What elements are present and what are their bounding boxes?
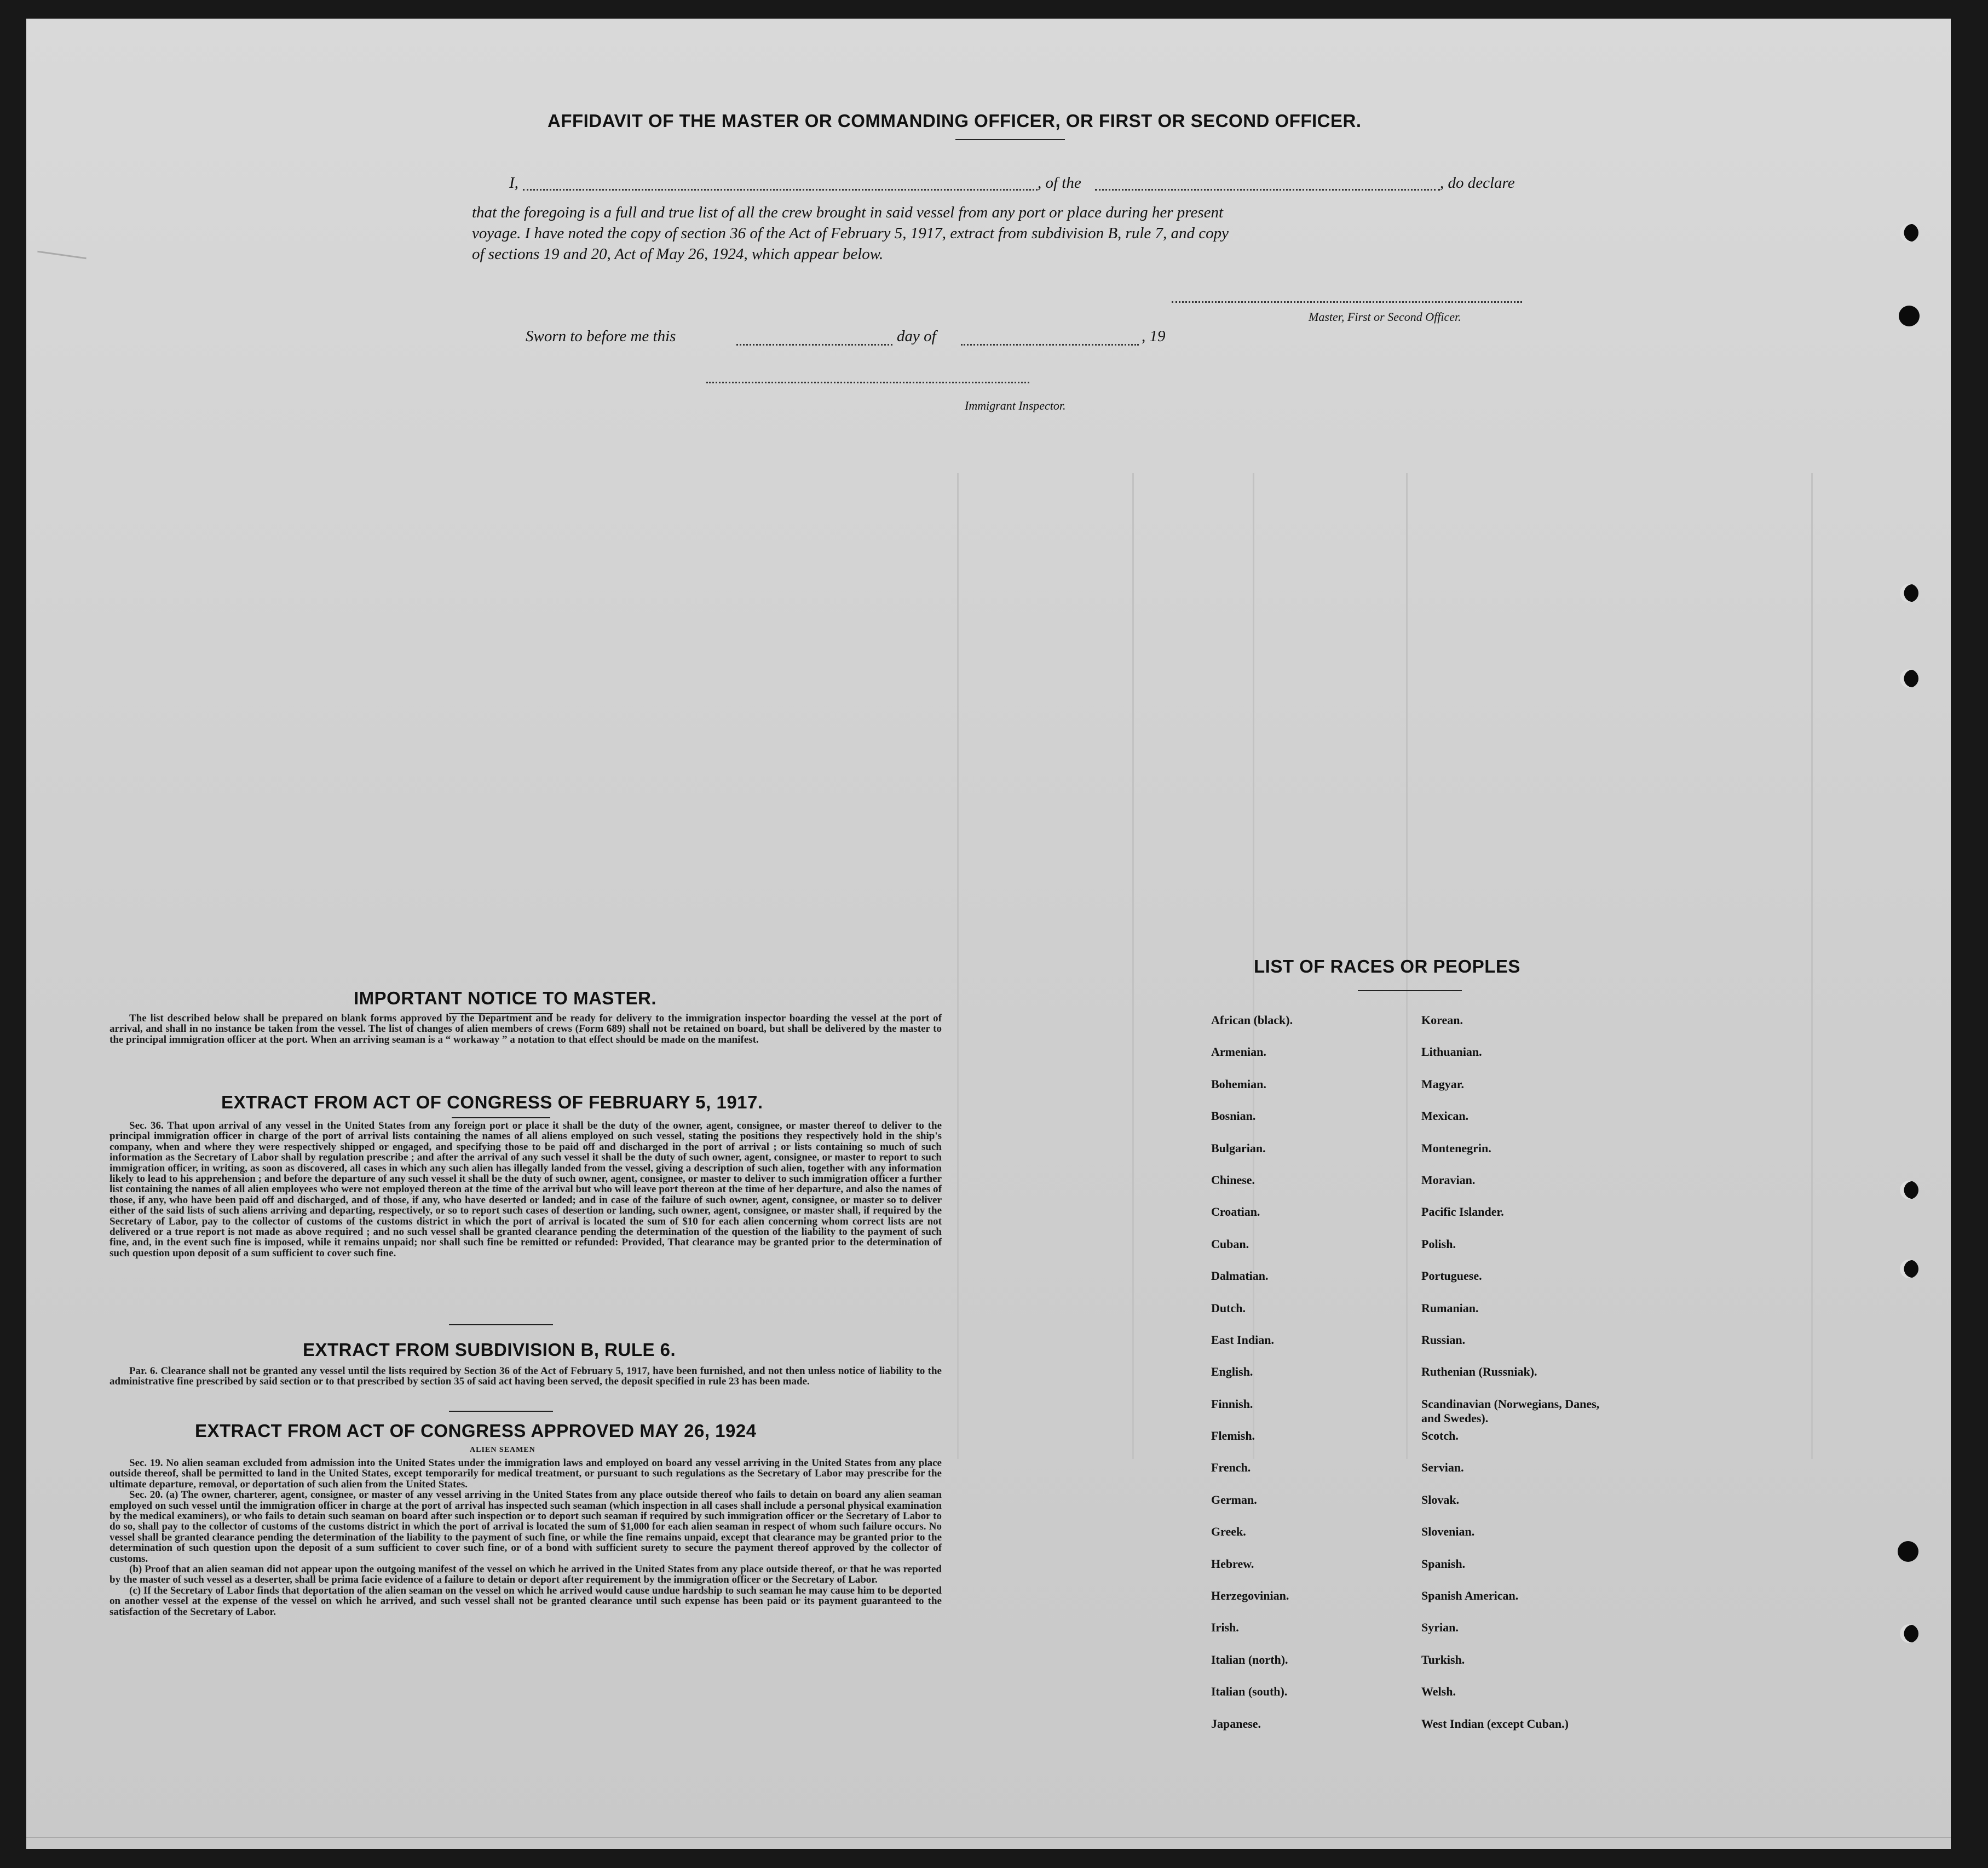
race-item: Lithuanian. xyxy=(1421,1045,1482,1059)
race-item: Spanish American. xyxy=(1421,1589,1519,1603)
race-item: Slovak. xyxy=(1421,1492,1460,1507)
race-item: West Indian (except Cuban.) xyxy=(1421,1716,1569,1731)
inspector-signature-line xyxy=(706,382,1029,383)
race-item: Irish. xyxy=(1211,1620,1239,1635)
race-item: Dutch. xyxy=(1211,1301,1246,1315)
extract-rule6-title: EXTRACT FROM SUBDIVISION B, RULE 6. xyxy=(303,1340,676,1360)
race-item: Mexican. xyxy=(1421,1109,1469,1123)
sworn-day-blank xyxy=(736,344,892,346)
punch-hole xyxy=(1900,1181,1918,1199)
punch-hole xyxy=(1899,306,1920,326)
race-item: Ruthenian (Russniak). xyxy=(1421,1365,1537,1379)
race-item: Moravian. xyxy=(1421,1172,1476,1187)
sec-20c: (c) If the Secretary of Labor finds that deportation of the alien seaman on the vessel on which he arrived would cause undue hardship to such seaman he may cause him to be deported on another vessel at the expense of the vessel on which he arrived, and such vessel shall not be granted clearance until such expense has been paid or its payment guaranteed to the satisfaction of the Secretary of Labor. xyxy=(110,1584,942,1618)
affidavit-title: AFFIDAVIT OF THE MASTER OR COMMANDING OFFICER, OR FIRST OR SECOND OFFICER. xyxy=(548,111,1362,131)
race-item: Spanish. xyxy=(1421,1556,1466,1571)
punch-hole xyxy=(1900,669,1918,688)
races-rule xyxy=(1358,990,1462,991)
race-item: Armenian. xyxy=(1211,1045,1266,1059)
extract-1917-rule xyxy=(452,1117,550,1118)
race-item: Herzegovinian. xyxy=(1211,1589,1289,1603)
race-item: Croatian. xyxy=(1211,1205,1260,1219)
year-prefix: , 19 xyxy=(1142,327,1166,345)
affidavit-line-end: , do declare xyxy=(1440,174,1515,192)
punch-hole xyxy=(1898,1541,1918,1562)
race-item: Bulgarian. xyxy=(1211,1141,1266,1155)
page-fold xyxy=(37,251,87,259)
race-item: Greek. xyxy=(1211,1525,1246,1539)
race-item: Servian. xyxy=(1421,1461,1464,1475)
sec-19: Sec. 19. No alien seaman excluded from admission into the United States under the immigration laws and employed on board any vessel arriving in the United States from any place outside thereof, shall be permitted to land in the United States, except temporarily for medical treatment, or pursuant to such regulations as the Secretary of Labor may prescribe for the ultimate departure, removal, or deportation of such alien from the United States. xyxy=(110,1457,942,1490)
race-item: French. xyxy=(1211,1461,1251,1475)
punch-hole xyxy=(1900,584,1918,602)
sworn-month-blank xyxy=(961,344,1139,346)
race-item: Russian. xyxy=(1421,1332,1466,1347)
race-item: African (black). xyxy=(1211,1013,1293,1027)
race-item: Turkish. xyxy=(1421,1652,1465,1666)
punch-hole xyxy=(1900,223,1918,242)
sworn-text: Sworn to before me this xyxy=(526,327,676,345)
inspector-label: Immigrant Inspector. xyxy=(965,399,1066,412)
race-item: Scandinavian (Norwegians, Danes, and Swedes). xyxy=(1421,1396,1600,1425)
affidavit-line-start: I, xyxy=(509,174,518,192)
punch-hole xyxy=(1900,1624,1918,1643)
day-of-text: day of xyxy=(897,327,936,345)
title-rule xyxy=(955,139,1065,140)
race-item: Magyar. xyxy=(1421,1077,1465,1091)
races-title: LIST OF RACES OR PEOPLES xyxy=(1254,956,1520,976)
declaration-line-2: voyage. I have noted the copy of section 36 of the Act of February 5, 1917, extract from subdivision B, rule 7, and copy xyxy=(472,225,1229,242)
notice-body: The list described below shall be prepared on blank forms approved by the Department and be ready for delivery to the immigration inspector boarding the vessel at the port of arrival, and shall in no instance be taken from the vessel. The list of changes of alien members of crews (Form 689) shall not be retained on board, but shall be delivered by the master to the principal immigration officer at the port. When an arriving seaman is a “ workaway ” a notation to that effect should be made on the manifest. xyxy=(110,1013,942,1045)
bleed-through-line xyxy=(1811,473,1813,1459)
race-item: Welsh. xyxy=(1421,1685,1456,1699)
race-item: Montenegrin. xyxy=(1421,1141,1491,1155)
race-item: Rumanian. xyxy=(1421,1301,1479,1315)
races-right-column xyxy=(1421,1013,1607,1749)
page-edge xyxy=(26,1837,1951,1838)
extract-1917-body: Sec. 36. That upon arrival of any vessel in the United States from any foreign port or place it shall be the duty of the owner, agent, consignee, or master thereof to deliver to the principal immigration officer in charge of the port of arrival lists containing the names of all aliens employed on such vessel, stating the positions they respectively hold in the ship's company, when and where they were respectively shipped or engaged, and specifying those to be paid off and discharged in the port of arrival ; or lists containing so much of such information as the Secretary of Labor shall by regulation prescribe ; and after the arrival of any such vessel it shall be the duty of such owner, agent, consignee, or master to report to such immigration officer, in writing, as soon as discovered, all cases in which any such alien has illegally landed from the vessel, giving a description of such alien, together with any information likely to lead to his apprehension ; and before the departure of any such vessel it shall be the duty of such owner, agent, consignee, or master to deliver to such immigration officer a further list containing the names of all alien employees who were not employed thereon at the time of the arrival but who will leave port thereon at the time of her departure, and also the names of those, if any, who have been paid off and discharged, and of those, if any, who have deserted or landed; and in case of the failure of such owner, agent, consignee, or master so to deliver either of the said lists of such aliens arriving and departing, respectively, or so to report such cases of desertion or landing, such owner, agent, consignee, or master shall, if required by the Secretary of Labor, pay to the collector of customs of the customs district in which the port of arrival is located the sum of $10 for each alien concerning whom correct lists are not delivered or a true report is not made as above required ; and no such vessel shall be granted clearance pending the determination of the question of the liability to the payment of such fine, and, in the event such fine is imposed, while it remains unpaid; nor shall such fine be remitted or refunded: Provided, That clearance may be granted prior to the determination of such question upon deposit of a sum sufficient to cover such fine. xyxy=(110,1120,942,1259)
rule6-top-rule xyxy=(449,1324,553,1325)
race-item: English. xyxy=(1211,1365,1253,1379)
punch-hole xyxy=(1900,1260,1918,1278)
notice-title: IMPORTANT NOTICE TO MASTER. xyxy=(354,988,657,1008)
vessel-blank xyxy=(1095,189,1440,191)
master-label: Master, First or Second Officer. xyxy=(1309,310,1461,324)
race-item: Finnish. xyxy=(1211,1396,1253,1411)
race-item: Flemish. xyxy=(1211,1429,1255,1443)
race-item: Hebrew. xyxy=(1211,1556,1254,1571)
bleed-through-line xyxy=(957,473,959,1459)
sec-20a: Sec. 20. (a) The owner, charterer, agent, consignee, or master of any vessel arriving in the United States from any place outside thereof who fails to detain on board any alien seaman employed on such vessel until the immigration officer in charge at the port of arrival has inspected such seaman (which inspection in all cases shall include a personal physical examination by the medical examiners), or who fails to detain such seaman on board after such inspection or to deport such seaman if required by such immigration officer or the Secretary of Labor to do so, shall pay to the collector of customs of the customs district in which the port of arrival is located the sum of $1,000 for each alien seaman in respect of whom such failure occurs. No vessel shall be granted clearance pending the determination of the liability to the payment of such fine, or while the fine remains unpaid, except that clearance may be granted prior to the determination of such question upon the deposit of a sum sufficient to cover such fine, or of a bond with sufficient surety to secure the payment thereof approved by the collector of customs. xyxy=(110,1489,942,1565)
master-signature-line xyxy=(1172,301,1522,303)
alien-seamen-subtitle: ALIEN SEAMEN xyxy=(470,1446,535,1454)
sec-20b: (b) Proof that an alien seaman did not appear upon the outgoing manifest of the vessel on which he arrived in the United States from any place outside thereof, or that he was reported by the master of such vessel as a deserter, shall be prima facie evidence of a failure to detain or deport after requirement by the immigration officer or the Secretary of Labor. xyxy=(110,1564,942,1586)
race-item: Bosnian. xyxy=(1211,1109,1256,1123)
race-item: Slovenian. xyxy=(1421,1525,1475,1539)
race-item: Italian (north). xyxy=(1211,1652,1288,1666)
race-item: Japanese. xyxy=(1211,1716,1261,1731)
race-item: Polish. xyxy=(1421,1237,1456,1251)
extract-1917-title: EXTRACT FROM ACT OF CONGRESS OF FEBRUARY 5, 1917. xyxy=(221,1092,763,1112)
race-item: Cuban. xyxy=(1211,1237,1249,1251)
bleed-through-line xyxy=(1132,473,1134,1459)
race-item: Bohemian. xyxy=(1211,1077,1266,1091)
race-item: Portuguese. xyxy=(1421,1269,1482,1283)
race-item: Dalmatian. xyxy=(1211,1269,1269,1283)
extract-1924-body xyxy=(110,1458,942,1617)
declaration-line-1: that the foregoing is a full and true list of all the crew brought in said vessel from any port or place during her present xyxy=(472,204,1224,221)
extract-1924-top-rule xyxy=(449,1411,553,1412)
race-item: Chinese. xyxy=(1211,1172,1255,1187)
race-item: Syrian. xyxy=(1421,1620,1459,1635)
name-blank xyxy=(523,189,1038,191)
declaration-line-3: of sections 19 and 20, Act of May 26, 1924, which appear below. xyxy=(472,245,884,263)
race-item: Scotch. xyxy=(1421,1429,1459,1443)
race-item: Pacific Islander. xyxy=(1421,1205,1504,1219)
race-item: Italian (south). xyxy=(1211,1685,1288,1699)
race-item: East Indian. xyxy=(1211,1332,1274,1347)
race-item: German. xyxy=(1211,1492,1257,1507)
extract-1924-title: EXTRACT FROM ACT OF CONGRESS APPROVED MAY 26, 1924 xyxy=(195,1421,757,1441)
races-left-column xyxy=(1211,1013,1293,1749)
affidavit-line-mid: , of the xyxy=(1038,174,1081,192)
race-item: Korean. xyxy=(1421,1013,1463,1027)
extract-rule6-body: Par. 6. Clearance shall not be granted any vessel until the lists required by Section 36 of the Act of February 5, 1917, have been furnished, and not then unless notice of liability to the administrative fine prescribed by said section or to that prescribed by section 35 of said act having been served, the deposit specified in rule 23 has been made. xyxy=(110,1365,942,1388)
